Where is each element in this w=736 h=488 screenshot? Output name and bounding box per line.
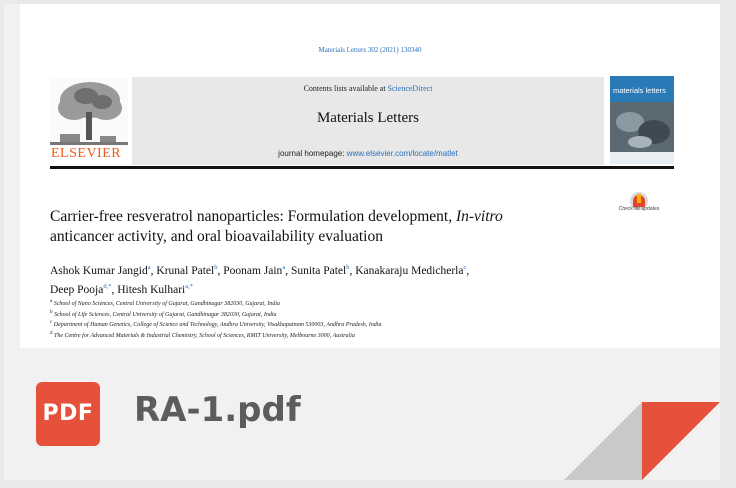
pdf-file-icon: [36, 382, 100, 446]
affiliation-item: [50, 330, 690, 341]
check-updates-label: Check for updates: [618, 206, 660, 212]
author-name: Deep Pooja: [50, 283, 104, 296]
pdf-badge-label: PDF: [42, 401, 94, 426]
author-sup: b: [214, 264, 218, 271]
author-name: Ashok Kumar Jangid: [50, 264, 148, 277]
publisher-name: ELSEVIER: [51, 146, 122, 161]
affiliation-text: The Centre for Advanced Materials & Industrial Chemistry, School of Sciences, RMIT University, Melbourne 3000, Australia: [54, 332, 355, 339]
journal-cover: [610, 76, 674, 164]
affiliation-text: School of Life Sciences, Central University of Gujarat, Gandhinagar 382030, Gujarat, India: [54, 311, 277, 318]
affiliation-text: Department of Human Genetics, College of Science and Technology, Andhra University, Visakhapatnam 530003, Andhra Pradesh, India: [53, 322, 382, 328]
affiliation-text: School of Nano Sciences, Central University of Gujarat, Gandhinagar 382030, Gujarat, India: [53, 301, 280, 307]
cover-title: materials letters: [613, 86, 666, 95]
affiliation-sup: a: [50, 299, 53, 304]
affiliation-item: [50, 298, 690, 309]
page-fold-corner-icon: [564, 402, 720, 480]
affiliation-sup: d: [50, 330, 53, 336]
contents-line: [132, 84, 604, 93]
contents-prefix: Contents lists available at: [303, 84, 388, 93]
author-list: Ashok Kumar Jangid$^a$, Krunal Patel$^b$, Poonam Jain$^a$, Sunita Patel$^b$, Kanakaraju Medicherla$^c$, Deep Pooja$^{d,*}$, Hitesh Kulhari$^{a,*}$: [50, 264, 470, 296]
author-sup: c: [463, 264, 467, 271]
file-name[interactable]: RA-1.pdf: [134, 390, 301, 430]
author-sup: d,*: [103, 282, 112, 290]
affiliation-sup: c: [50, 320, 53, 325]
journal-header: [132, 77, 604, 165]
pdf-preview[interactable]: [20, 4, 720, 348]
homepage-prefix: journal homepage:: [278, 149, 347, 158]
author-sup: a: [282, 264, 286, 271]
affiliation-sup: b: [50, 309, 53, 315]
homepage-url: www.elsevier.com/locate/matlet: [346, 149, 458, 158]
author-sup: a: [147, 264, 151, 271]
affiliations: [50, 298, 690, 340]
header-rule: [50, 166, 674, 169]
title-part-2: anticancer activity, and oral bioavailability evaluation: [50, 228, 383, 245]
journal-citation: Materials Letters 302 (2021) 130340: [318, 46, 422, 54]
title-italic: In-vitro: [455, 208, 503, 225]
author-name: Poonam Jain: [223, 264, 283, 277]
journal-title: Materials Letters: [316, 110, 420, 126]
author-name: Kanakaraju Medicherla: [355, 264, 464, 277]
cover-image: [610, 102, 674, 152]
author-name: Krunal Patel: [156, 264, 215, 277]
journal-homepage: [132, 149, 604, 158]
file-card[interactable]: [4, 4, 720, 480]
affiliation-item: [50, 309, 690, 320]
author-sup: b: [346, 264, 350, 271]
title-part-1: Carrier-free resveratrol nanoparticles: Formulation development,: [50, 208, 456, 225]
author-name: Hitesh Kulhari: [117, 283, 186, 296]
affiliation-item: [50, 319, 690, 330]
author-sup: a,*: [185, 282, 194, 290]
article-title: [50, 207, 610, 247]
author-name: Sunita Patel: [290, 264, 347, 277]
sciencedirect-link: ScienceDirect: [387, 84, 433, 93]
